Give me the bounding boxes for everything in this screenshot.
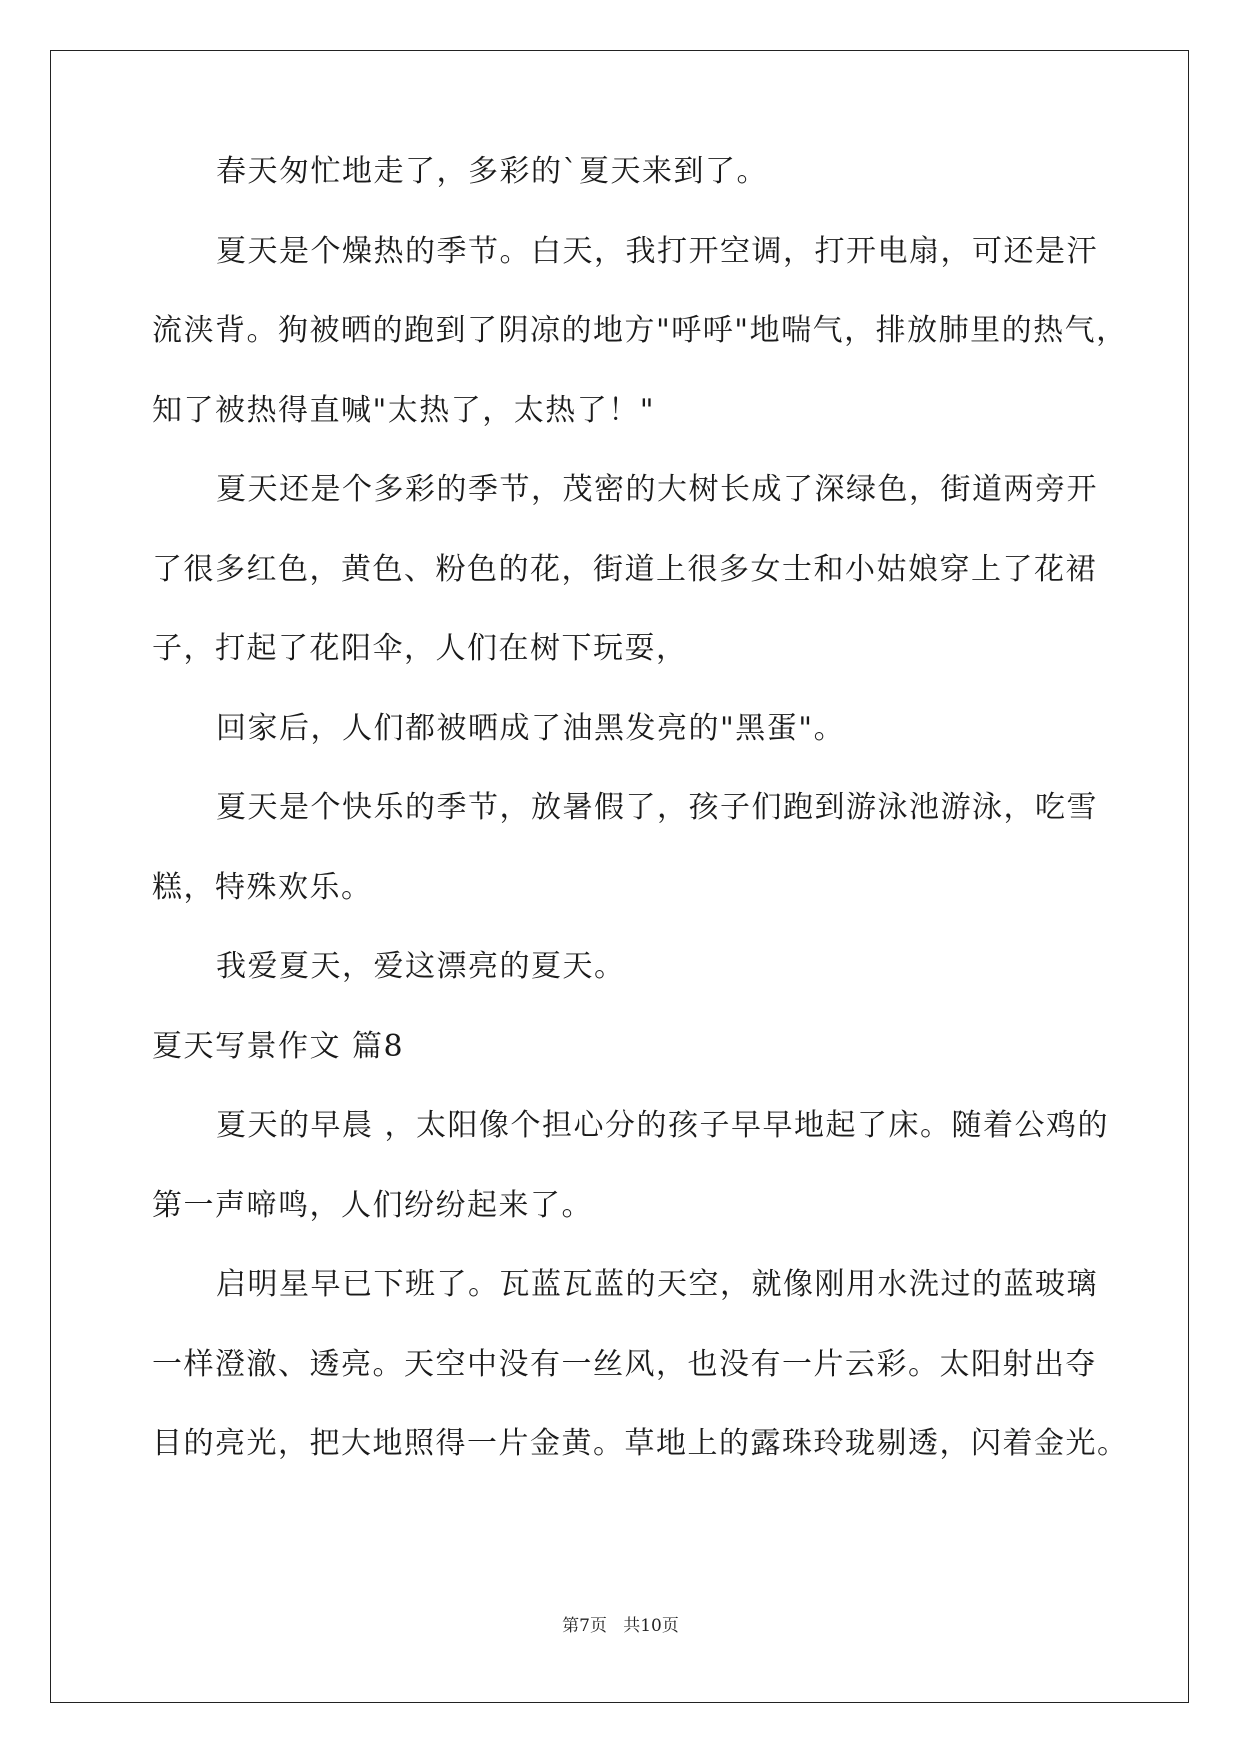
paragraph-5-line-2: 糕，特殊欢乐。 bbox=[152, 870, 373, 905]
paragraph-2-line-3: 知了被热得直喊"太热了，太热了！" bbox=[152, 393, 656, 428]
paragraph-4-line-1: 回家后，人们都被晒成了油黑发亮的"黑蛋"。 bbox=[216, 711, 846, 746]
paragraph-8-line-2: 一样澄澈、透亮。天空中没有一丝风，也没有一片云彩。太阳射出夺 bbox=[152, 1347, 1097, 1382]
paragraph-7-line-1: 夏天的早晨 ，太阳像个担心分的孩子早早地起了床。随着公鸡的 bbox=[216, 1108, 1110, 1143]
paragraph-6-line-1: 我爱夏天，爱这漂亮的夏天。 bbox=[216, 949, 626, 984]
paragraph-3-line-2: 了很多红色，黄色、粉色的花，街道上很多女士和小姑娘穿上了花裙 bbox=[152, 552, 1097, 587]
paragraph-7-line-2: 第一声啼鸣，人们纷纷起来了。 bbox=[152, 1188, 593, 1223]
paragraph-1-line-1: 春天匆忙地走了，多彩的`夏天来到了。 bbox=[216, 154, 768, 189]
paragraph-5-line-1: 夏天是个快乐的季节，放暑假了，孩子们跑到游泳池游泳，吃雪 bbox=[216, 790, 1098, 825]
paragraph-2-line-2: 流浃背。狗被晒的跑到了阴凉的地方"呼呼"地喘气，排放肺里的热气， bbox=[152, 313, 1128, 348]
paragraph-8-line-1: 启明星早已下班了。瓦蓝瓦蓝的天空，就像刚用水洗过的蓝玻璃 bbox=[216, 1267, 1098, 1302]
paragraph-8-line-3: 目的亮光，把大地照得一片金黄。草地上的露珠玲珑剔透，闪着金光。 bbox=[152, 1426, 1129, 1461]
page-total: 共10页 bbox=[623, 1616, 679, 1636]
paragraph-3-line-3: 子，打起了花阳伞，人们在树下玩耍， bbox=[152, 631, 688, 666]
section-heading: 夏天写景作文 篇8 bbox=[152, 1029, 405, 1064]
paragraph-3-line-1: 夏天还是个多彩的季节，茂密的大树长成了深绿色，街道两旁开 bbox=[216, 472, 1098, 507]
paragraph-2-line-1: 夏天是个燥热的季节。白天，我打开空调，打开电扇，可还是汗 bbox=[216, 234, 1098, 269]
page-number: 第7页 bbox=[562, 1616, 607, 1636]
page-footer bbox=[0, 1614, 1241, 1638]
